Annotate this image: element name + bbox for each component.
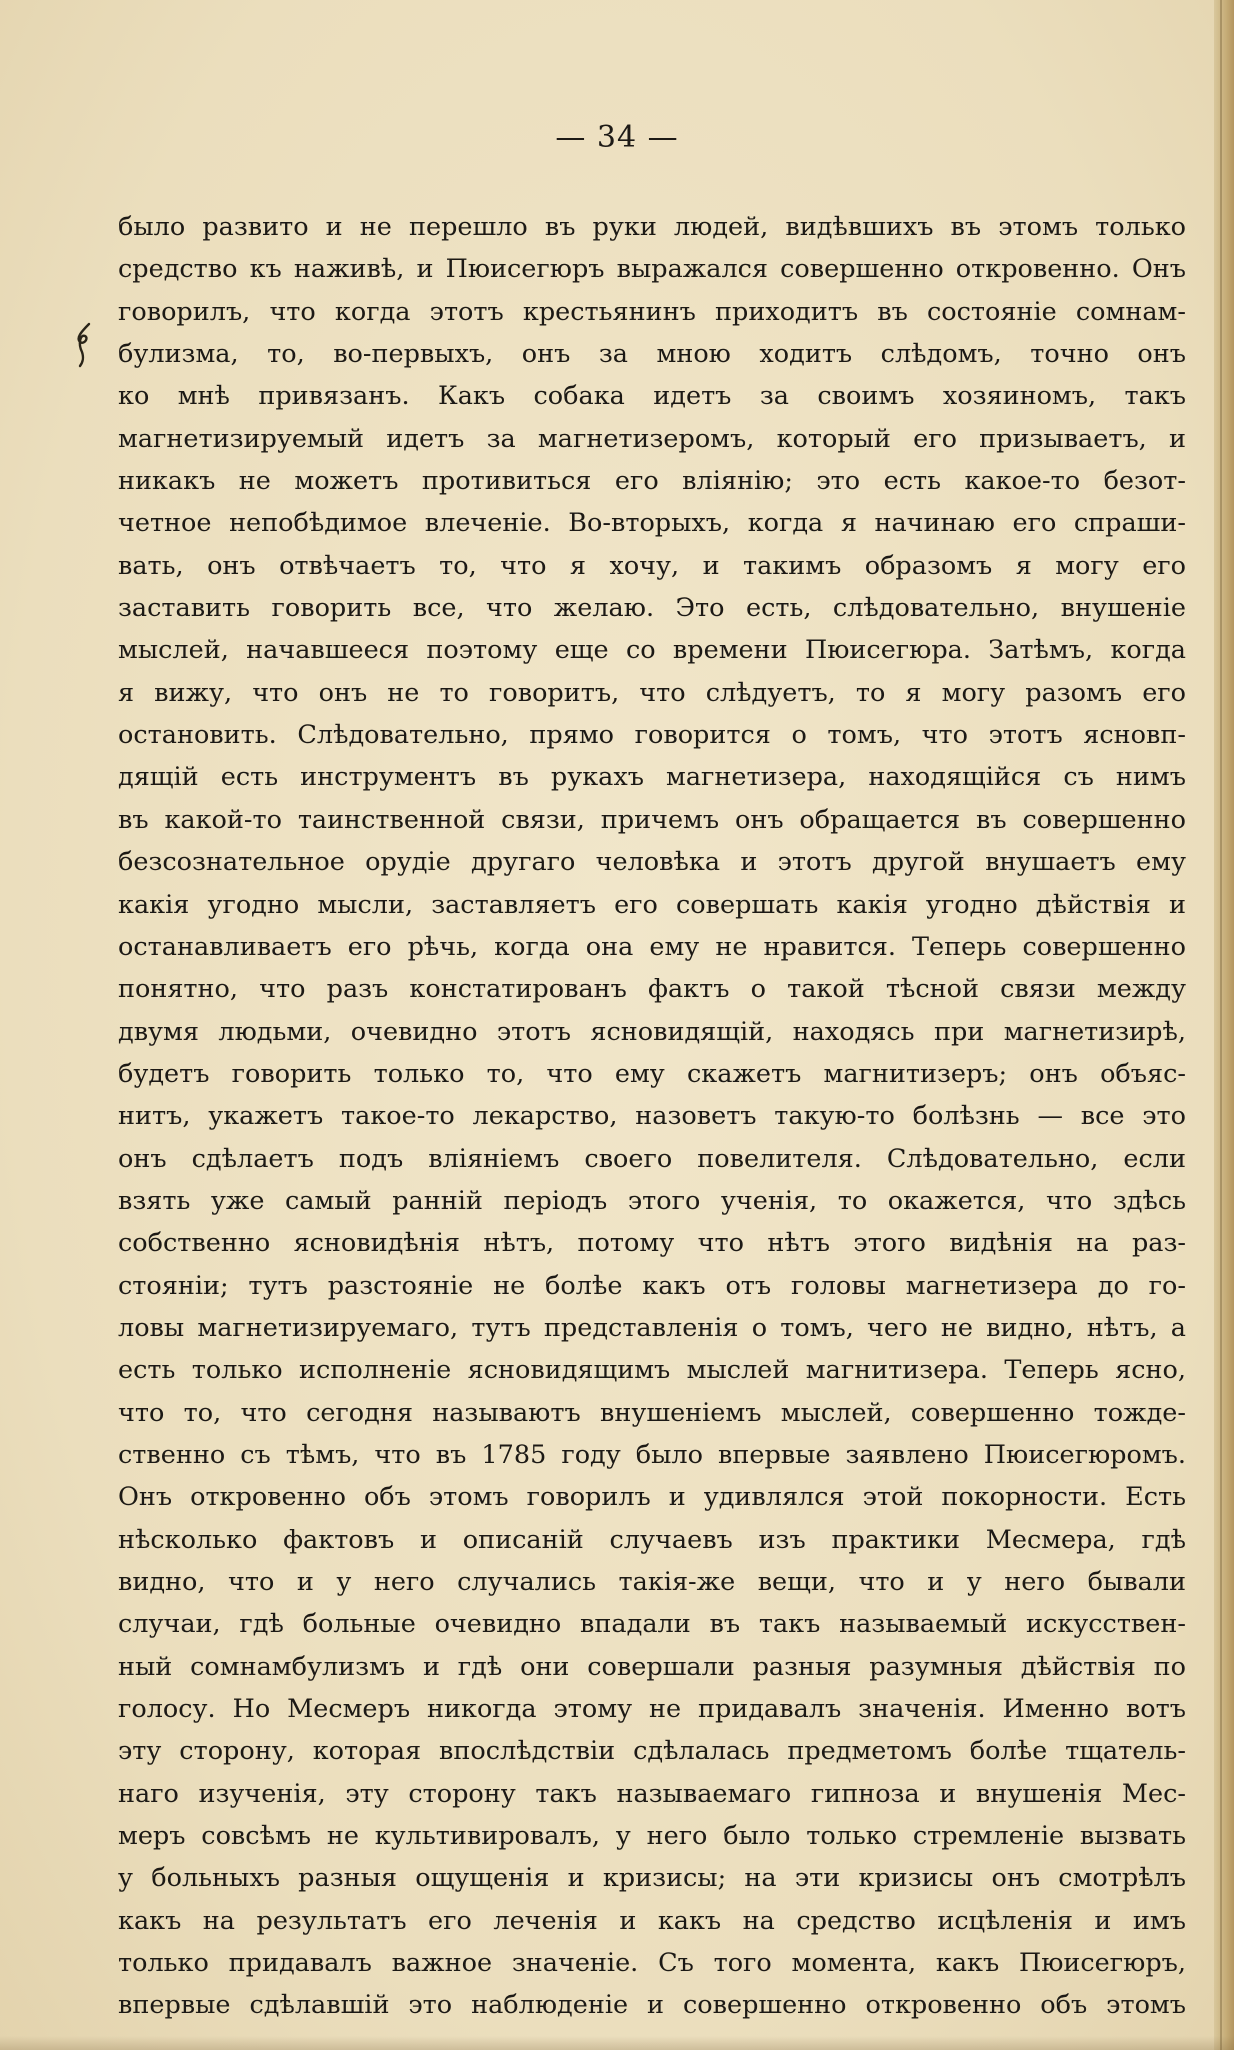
text-line: что то, что сегодня называютъ внушенiемъ мыслей, совершенно тожде- bbox=[118, 1397, 1186, 1428]
text-line: наго изученiя, эту сторону такъ называемаго гипноза и внушенiя Мес- bbox=[118, 1778, 1186, 1809]
text-line: понятно, что разъ констатированъ фактъ о такой тѣсной связи между bbox=[118, 974, 1186, 1005]
text-line: меръ совсѣмъ не культивировалъ, у него было только стремленiе вызвать bbox=[118, 1821, 1186, 1852]
text-line: собственно ясновидѣнiя нѣтъ, потому что нѣтъ этого видѣнiя на раз- bbox=[118, 1228, 1186, 1259]
text-line: было развито и не перешло въ руки людей, видѣвшихъ въ этомъ только bbox=[118, 212, 1186, 242]
text-line: мыслей, начавшееся поэтому еще со времени Пюисегюра. Затѣмъ, когда bbox=[118, 635, 1186, 666]
text-line: взять уже самый раннiй перiодъ этого ученiя, то окажется, что здѣсь bbox=[118, 1185, 1186, 1216]
text-line: ственно съ тѣмъ, что въ 1785 году было впервые заявлено Пюисегюромъ. bbox=[118, 1439, 1186, 1470]
text-line: средство къ наживѣ, и Пюисегюръ выражался совершенно откровенно. Онъ bbox=[118, 254, 1186, 285]
text-line: булизма, то, во-первыхъ, онъ за мною ходитъ слѣдомъ, точно онъ bbox=[118, 339, 1186, 370]
binding-rule bbox=[1220, 0, 1222, 2050]
text-line: случаи, гдѣ больные очевидно впадали въ такъ называемый искусствен- bbox=[118, 1609, 1186, 1640]
text-line: нитъ, укажетъ такое-то лекарство, назоветъ такую-то болѣзнь — все это bbox=[118, 1101, 1186, 1132]
text-line: ко мнѣ привязанъ. Какъ собака идетъ за своимъ хозяиномъ, такъ bbox=[118, 381, 1186, 412]
body-text bbox=[118, 206, 1186, 2027]
text-line: говорилъ, что когда этотъ крестьянинъ приходитъ въ состоянiе сомнам- bbox=[118, 296, 1186, 327]
text-line: впервые сдѣлавшiй это наблюденiе и совершенно откровенно объ этомъ bbox=[118, 1990, 1186, 2021]
text-line: въ какой-то таинственной связи, причемъ онъ обращается въ совершенно bbox=[118, 804, 1186, 835]
text-line: видно, что и у него случались такiя-же вещи, что и у него бывали bbox=[118, 1567, 1186, 1597]
text-line: какъ на результатъ его леченiя и какъ на средство исцѣленiя и имъ bbox=[118, 1905, 1186, 1936]
text-line: только придавалъ важное значенiе. Съ того момента, какъ Пюисегюръ, bbox=[118, 1948, 1186, 1979]
text-line: будетъ говорить только то, что ему скажетъ магнитизеръ; онъ объяс- bbox=[118, 1058, 1186, 1089]
text-line: четное непобѣдимое влеченiе. Во-вторыхъ, когда я начинаю его спраши- bbox=[118, 508, 1186, 539]
text-line: какiя угодно мысли, заставляетъ его совершать какiя угодно дѣйствiя и bbox=[118, 889, 1186, 920]
text-line: дящiй есть инструментъ въ рукахъ магнетизера, находящiйся съ нимъ bbox=[118, 762, 1186, 793]
text-line: заставить говорить все, что желаю. Это есть, слѣдовательно, внушенiе bbox=[118, 593, 1186, 624]
text-line: ловы магнетизируемаго, тутъ представленiя о томъ, чего не видно, нѣтъ, а bbox=[118, 1312, 1186, 1343]
page-number: — 34 — bbox=[555, 120, 679, 155]
text-line: двумя людьми, очевидно этотъ ясновидящiй, находясь при магнетизирѣ, bbox=[118, 1016, 1186, 1047]
text-line: эту сторону, которая впослѣдствiи сдѣлалась предметомъ болѣе тщатель- bbox=[118, 1736, 1186, 1767]
text-line: Онъ откровенно объ этомъ говорилъ и удивлялся этой покорности. Есть bbox=[118, 1482, 1186, 1513]
margin-annotation-icon bbox=[72, 322, 98, 368]
text-line: онъ сдѣлаетъ подъ влiянiемъ своего повелителя. Слѣдовательно, если bbox=[118, 1143, 1186, 1174]
text-line: вать, онъ отвѣчаетъ то, что я хочу, и такимъ образомъ я могу его bbox=[118, 550, 1186, 581]
text-line: останавливаетъ его рѣчь, когда она ему не нравится. Теперь совершенно bbox=[118, 931, 1186, 962]
page-bottom-shadow bbox=[0, 2036, 1234, 2050]
text-line: голосу. Но Месмеръ никогда этому не придавалъ значенiя. Именно вотъ bbox=[118, 1694, 1186, 1725]
text-line: остановить. Слѣдовательно, прямо говорится о томъ, что этотъ ясновп- bbox=[118, 720, 1186, 751]
text-line: никакъ не можетъ противиться его влiянiю; это есть какое-то безот- bbox=[118, 466, 1186, 497]
text-line: есть только исполненiе ясновидящимъ мыслей магнитизера. Теперь ясно, bbox=[118, 1355, 1186, 1386]
text-line: я вижу, что онъ не то говоритъ, что слѣдуетъ, то я могу разомъ его bbox=[118, 677, 1186, 708]
text-line: безсознательное орудiе другаго человѣка и этотъ другой внушаетъ ему bbox=[118, 847, 1186, 878]
text-line: ный сомнамбулизмъ и гдѣ они совершали разныя разумныя дѣйствiя по bbox=[118, 1651, 1186, 1682]
text-line: магнетизируемый идетъ за магнетизеромъ, который его призываетъ, и bbox=[118, 423, 1186, 454]
text-line: у больныхъ разныя ощущенiя и кризисы; на эти кризисы онъ смотрѣлъ bbox=[118, 1863, 1186, 1894]
page-edge bbox=[1214, 0, 1234, 2050]
text-line: стоянiи; тутъ разстоянiе не болѣе какъ отъ головы магнетизера до го- bbox=[118, 1270, 1186, 1301]
text-line: нѣсколько фактовъ и описанiй случаевъ изъ практики Месмера, гдѣ bbox=[118, 1524, 1186, 1555]
